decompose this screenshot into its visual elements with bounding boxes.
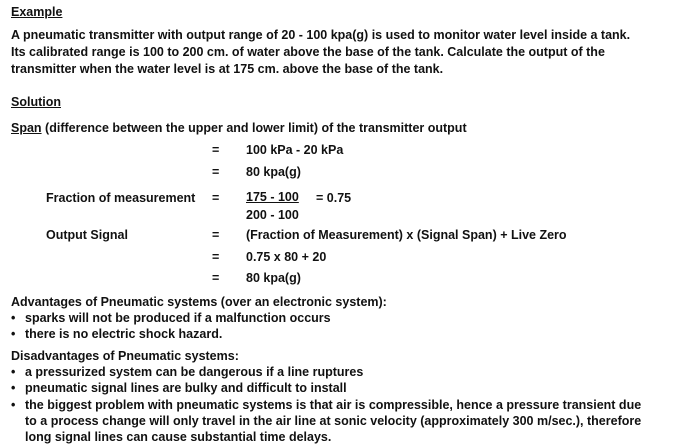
example-line-3: transmitter when the water level is at 175 cm. above the base of the tank. bbox=[11, 62, 444, 76]
bullet-icon: • bbox=[11, 381, 16, 395]
span-step-1: 100 kPa - 20 kPa bbox=[246, 143, 344, 157]
fraction-denominator: 200 - 100 bbox=[246, 208, 299, 222]
bullet-icon: • bbox=[11, 311, 16, 325]
output-step-2: 0.75 x 80 + 20 bbox=[246, 250, 327, 264]
bullet-icon: • bbox=[11, 365, 16, 379]
example-heading: Example bbox=[11, 5, 63, 19]
example-line-2: Its calibrated range is 100 to 200 cm. of water above the base of the tank. Calculate the output of the bbox=[11, 45, 605, 59]
disadvantage-continuation: long signal lines can cause substantial time delays. bbox=[25, 430, 332, 444]
fraction-result: = 0.75 bbox=[316, 191, 352, 205]
equals-sign: = bbox=[212, 191, 220, 205]
span-line bbox=[11, 120, 467, 137]
disadvantages-heading: Disadvantages of Pneumatic systems: bbox=[11, 349, 239, 363]
advantage-item: there is no electric shock hazard. bbox=[25, 327, 223, 341]
advantages-heading: Advantages of Pneumatic systems (over an electronic system): bbox=[11, 295, 387, 309]
fraction-label: Fraction of measurement bbox=[46, 191, 196, 205]
disadvantage-item: the biggest problem with pneumatic systems is that air is compressible, hence a pressure transient due bbox=[25, 398, 642, 412]
equals-sign: = bbox=[212, 250, 220, 264]
equals-sign: = bbox=[212, 271, 220, 285]
span-label: Span bbox=[11, 121, 42, 135]
disadvantage-continuation: to a process change will only travel in the air line at sonic velocity (approximately 300 m/sec.), therefore bbox=[25, 414, 642, 428]
bullet-icon: • bbox=[11, 398, 16, 412]
span-description: (difference between the upper and lower limit) of the transmitter output bbox=[45, 121, 467, 135]
equals-sign: = bbox=[212, 165, 220, 179]
span-step-2: 80 kpa(g) bbox=[246, 165, 301, 179]
output-step-3: 80 kpa(g) bbox=[246, 271, 301, 285]
disadvantage-item: a pressurized system can be dangerous if a line ruptures bbox=[25, 365, 364, 379]
equals-sign: = bbox=[212, 143, 220, 157]
solution-heading: Solution bbox=[11, 95, 61, 109]
equals-sign: = bbox=[212, 228, 220, 242]
advantage-item: sparks will not be produced if a malfunction occurs bbox=[25, 311, 331, 325]
fraction-numerator: 175 - 100 bbox=[246, 190, 299, 204]
output-step-1: (Fraction of Measurement) x (Signal Span) + Live Zero bbox=[246, 228, 567, 242]
output-label: Output Signal bbox=[46, 228, 128, 242]
example-line-1: A pneumatic transmitter with output range of 20 - 100 kpa(g) is used to monitor water level inside a tank. bbox=[11, 28, 631, 42]
bullet-icon: • bbox=[11, 327, 16, 341]
disadvantage-item: pneumatic signal lines are bulky and difficult to install bbox=[25, 381, 347, 395]
